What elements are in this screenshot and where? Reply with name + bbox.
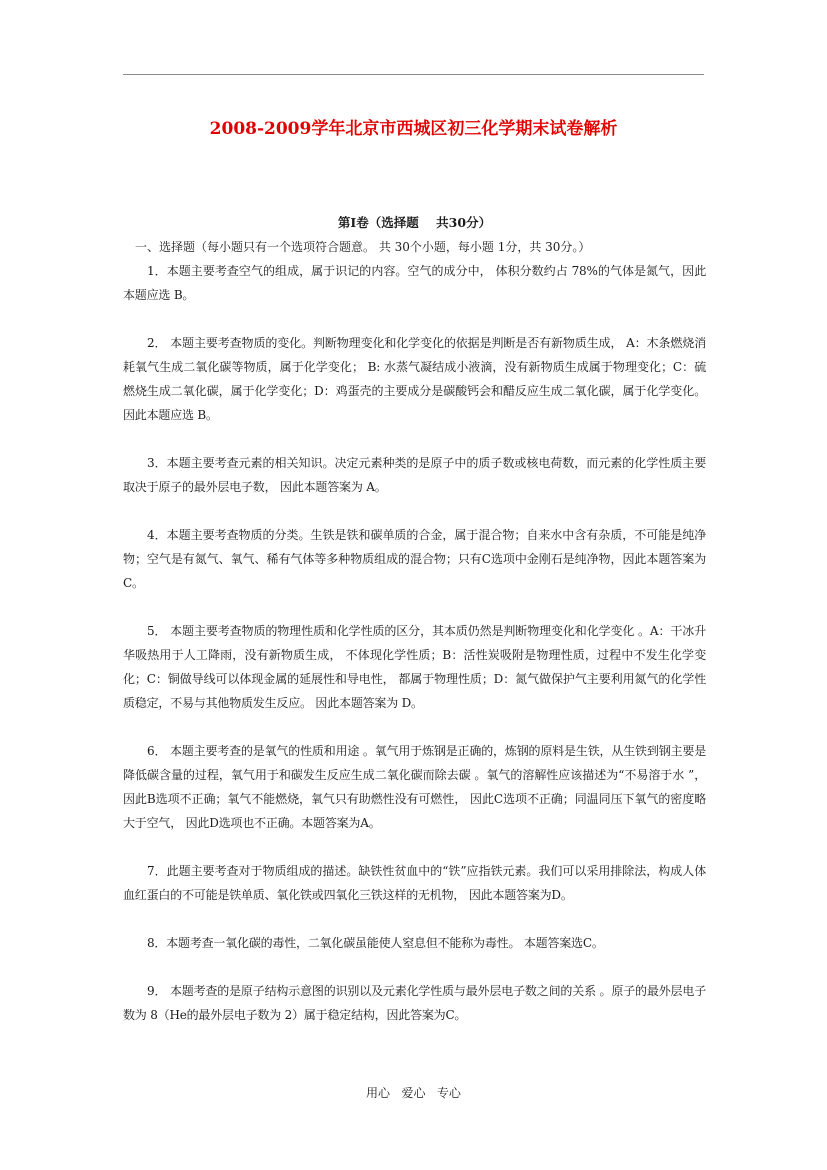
answer-paragraph: 5． 本题主要考查物质的物理性质和化学性质的区分，其本质仍然是判断物理变化和化学变化 。A：干冰升华吸热用于人工降雨，没有新物质生成， 不体现化学性质；B：活性炭吸附是物理性质，过程中不发生化学变化；C：铜做导线可以体现金属的延展性和导电性， 都属于物理性质；D：氮气做保护气主要利用氮气的化学性质稳定，不易与其他物质发生反应。 因此本题答案为 D。	[123, 624, 706, 710]
document-body	[123, 211, 706, 1051]
answer-paragraph: 2． 本题主要考查物质的变化。判断物理变化和化学变化的依据是判断是否有新物质生成， A：木条燃烧消耗氧气生成二氧化碳等物质，属于化学变化； B: 水蒸气凝结成小液滴，没有新物质生成属于物理变化；C：硫燃烧生成二氧化碳，属于化学变化；D：鸡蛋壳的主要成分是碳酸钙会和醋反应生成二氧化碳，属于化学变化。 因此本题应选 B。	[123, 336, 706, 422]
section-title: 第Ⅰ卷（选择题 共30分）	[337, 215, 492, 230]
answer-paragraph: 9． 本题考查的是原子结构示意图的识别以及元素化学性质与最外层电子数之间的关系 。原子的最外层电子数为 8（He的最外层电子数为 2）属于稳定结构，因此答案为C。	[123, 984, 706, 1022]
answer-paragraph: 1．本题主要考查空气的组成，属于识记的内容。空气的成分中， 体积分数约占 78%的气体是氮气，因此本题应选 B。	[123, 264, 706, 302]
answer-paragraph: 3．本题主要考查元素的相关知识。决定元素种类的是原子中的质子数或核电荷数，而元素的化学性质主要取决于原子的最外层电子数， 因此本题答案为 A。	[123, 456, 706, 494]
answer-paragraph: 6． 本题主要考查的是氧气的性质和用途 。氧气用于炼钢是正确的，炼钢的原料是生铁，从生铁到钢主要是降低碳含量的过程，氧气用于和碳发生反应生成二氧化碳而除去碳 。氧气的溶解性应该描述为“不易溶于水 ”，因此B选项不正确；氧气不能燃烧，氧气只有助燃性没有可燃性， 因此C选项不正确；同温同压下氧气的密度略大于空气， 因此D选项也不正确。本题答案为A。	[123, 744, 706, 830]
page-footer: 用心 爱心 专心	[366, 1086, 461, 1100]
document-title: 2008-2009学年北京市西城区初三化学期末试卷解析	[209, 119, 618, 139]
answer-paragraph: 7．此题主要考查对于物质组成的描述。缺铁性贫血中的“铁”应指铁元素。我们可以采用排除法，构成人体血红蛋白的不可能是铁单质、氧化铁或四氧化三铁这样的无机物， 因此本题答案为D。	[123, 864, 706, 902]
section-intro: 一、选择题（每小题只有一个选项符合题意。 共 30个小题，每小题 1分，共 30分。）	[135, 240, 591, 254]
answer-paragraph: 4．本题主要考查物质的分类。生铁是铁和碳单质的合金，属于混合物；自来水中含有杂质，不可能是纯净物；空气是有氮气、氧气、稀有气体等多种物质组成的混合物；只有C选项中金刚石是纯净物，因此本题答案为C。	[123, 528, 706, 590]
header-rule	[123, 74, 704, 75]
answer-paragraph: 8．本题考查一氧化碳的毒性，二氧化碳虽能使人窒息但不能称为毒性。 本题答案选C。	[147, 936, 604, 950]
